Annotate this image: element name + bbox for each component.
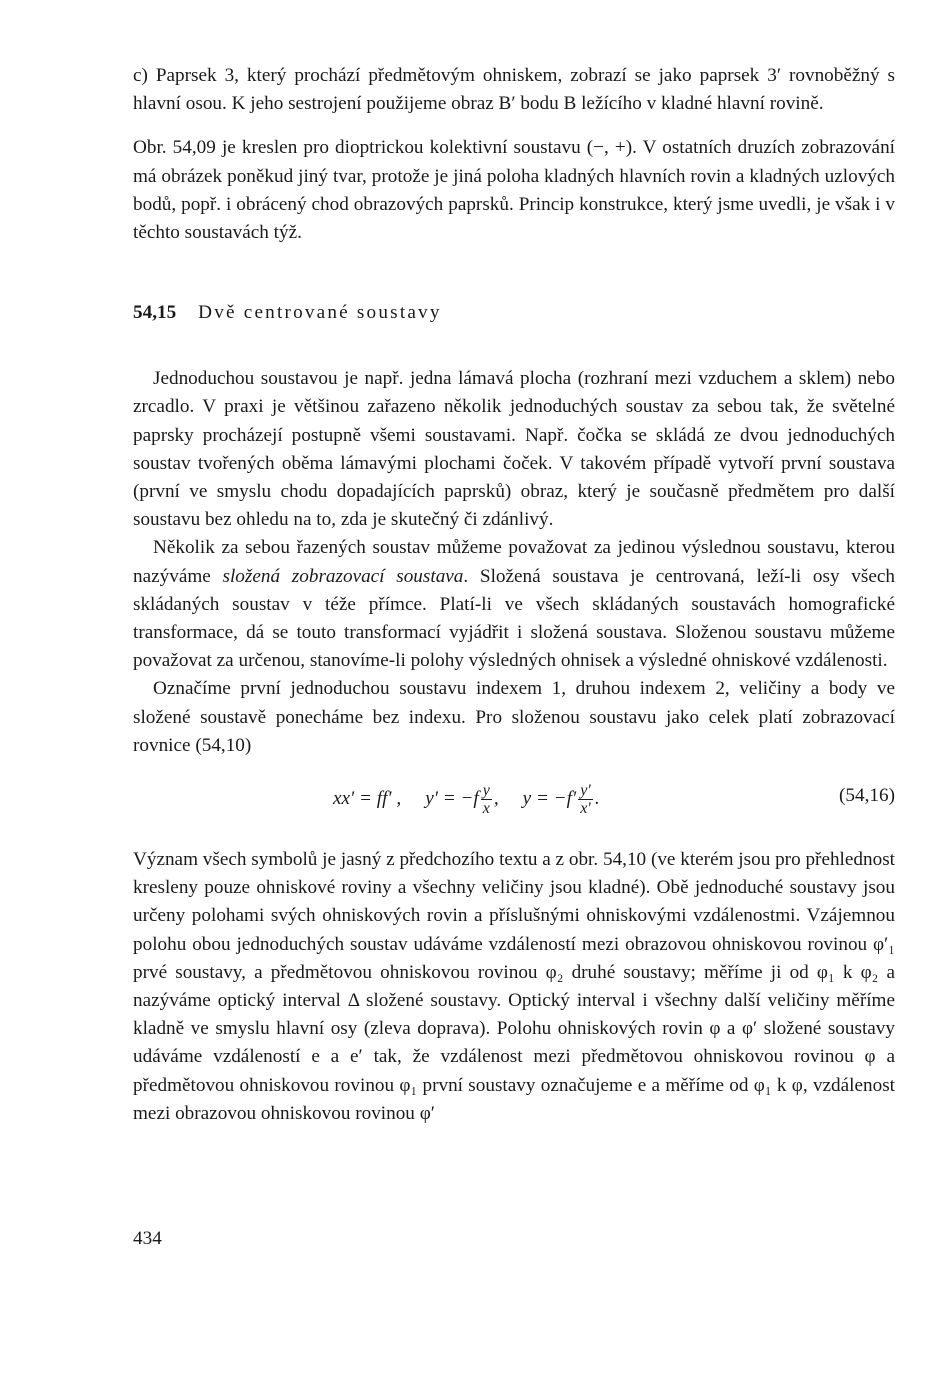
fraction-yprime-over-xprime: $\frac{y'}{x'}$ (580, 782, 591, 818)
equation-body: xx′ = ff′ , y′ = −f $\frac{y}{x}$ , y = −f′ $\frac{y'}{x'}$ . (333, 782, 600, 818)
equation-number: (54,16) (839, 785, 895, 807)
section-heading (133, 299, 895, 327)
paragraph-figure-note: Obr. 54,09 je kreslen pro dioptrickou kolektivní soustavu (−, +). V ostatních druzích zobrazování má obrázek poněkud jiný tvar, protože je jiná poloha kladných hlavních rovin a kladných uzlových bodů, popř. i obrácený chod obrazových paprsků. Princip konstrukce, který jsme uvedli, je však i v těchto soustavách týž. (133, 137, 895, 244)
page-number: 434 (133, 1228, 162, 1249)
fraction-y-over-x: $\frac{y}{x}$ (482, 782, 490, 818)
section-title: Dvě centrované soustavy (198, 302, 442, 324)
paragraph-simple-system: Jednoduchou soustavou je např. jedna lámavá plocha (rozhraní mezi vzduchem a sklem) nebo zrcadlo. V praxi je většinou zařazeno několik jednoduchých soustav za sebou tak, že světelné paprsky procházejí postupně všemi soustavami. Např. čočka se skládá ze dvou jednoduchých soustav tvořených oběma lámavými plochami čoček. V takovém případě vytvoří první soustava (první ve smyslu chodu dopadajících paprsků) obraz, který je současně předmětem pro další soustavu bez ohledu na to, zda je skutečný či zdánlivý. (133, 368, 895, 531)
paragraph-symbols: Význam všech symbolů je jasný z předchozího textu a z obr. 54,10 (ve kterém jsou pro přehlednost kresleny pouze ohniskové roviny a všechny veličiny jsou kladné). Obě jednoduché soustavy jsou určeny polohami svých ohniskových rovin a příslušnými ohniskovými vzdálenostmi. Vzájemnou polohu obou jednoduchých soustav udáváme vzdáleností mezi obrazovou ohniskovou rovinou φ′₁ prvé soustavy, a předmětovou ohniskovou rovinou φ₂ druhé soustavy; měříme ji od φ₁ k φ₂ a nazýváme optický interval Δ složené soustavy. Optický interval i všechny další veličiny měříme kladně ve smyslu hlavní osy (zleva doprava). Polohu ohniskových rovin φ a φ′ složené soustavy udáváme vzdáleností e a e′ tak, že vzdálenost mezi předmětovou ohniskovou rovinou φ a předmětovou ohniskovou rovinou φ₁ první soustavy označujeme e a měříme od φ₁ k φ, vzdálenost mezi obrazovou ohniskovou rovinou φ′ (133, 849, 895, 1124)
equation-54-16 (133, 774, 895, 834)
equation-part-1: xx′ = ff′ , (333, 787, 402, 809)
page-body (133, 62, 895, 1128)
section-number: 54,15 (133, 302, 177, 324)
paragraph-compound-system: Několik za sebou řazených soustav můžeme považovat za jedinou výslednou soustavu, kterou nazýváme složená zobrazovací soustava. Složená soustava je centrovaná, leží-li osy všech skládaných soustav v téže přímce. Platí-li ve všech skládaných soustavách homografické transformace, dá se touto transformací vyjádřit i složená soustava. Složenou soustavu můžeme považovat za určenou, stanovíme-li polohy výsledných ohnisek a výsledné ohniskové vzdálenosti. (133, 537, 895, 672)
equation-part-2: y′ = −f (425, 787, 479, 809)
term-compound-system: složená zobrazovací soustava (222, 565, 464, 587)
paragraph-indices: Označíme první jednoduchou soustavu indexem 1, druhou indexem 2, veličiny a body ve složené soustavě ponecháme bez indexu. Pro složenou soustavu jako celek platí zobrazovací rovnice (54,10) (133, 678, 895, 756)
paragraph-ray-3: c) Paprsek 3, který prochází předmětovým ohniskem, zobrazí se jako paprsek 3′ rovnoběžný s hlavní osou. K jeho sestrojení použijeme obraz B′ bodu B ležícího v kladné hlavní rovině. (133, 65, 895, 115)
equation-part-3: y = −f′ (522, 787, 577, 809)
